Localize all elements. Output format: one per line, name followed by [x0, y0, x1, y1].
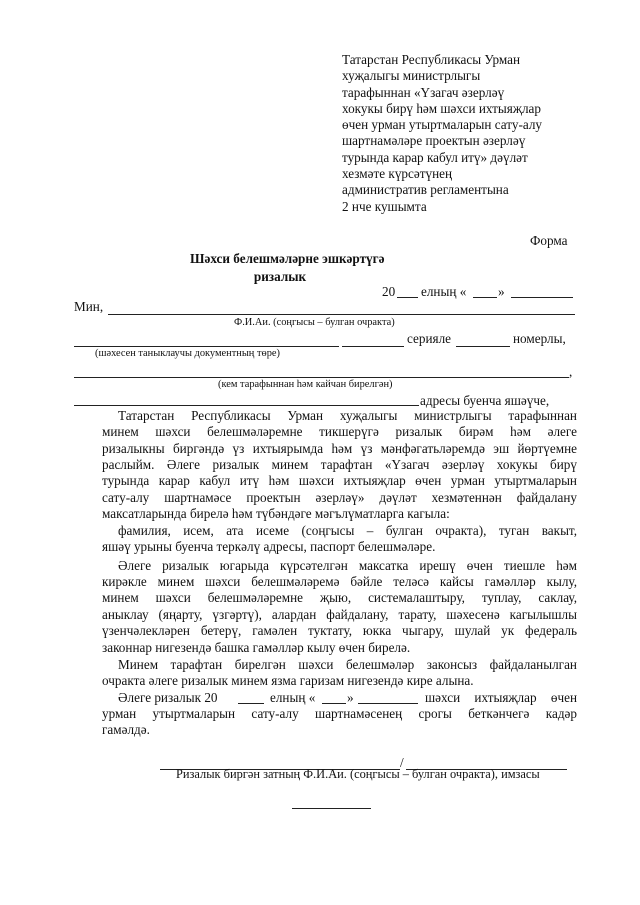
issued-hint: (кем тарафыннан һәм кайчан бирелгән) — [218, 379, 393, 390]
text-line: Әлеге ризалык югарыда күрсәтелгән максатка ирешү өчен тиешле һәм — [118, 558, 577, 573]
text-line: кирәкле минем шәхси белешмәләремә бәйле теләсә кайсы гамәлләр кылу, — [102, 574, 577, 589]
date-month-blank[interactable] — [511, 297, 573, 298]
date-year-prefix: 20 — [382, 284, 396, 299]
bottom-rule — [292, 808, 371, 809]
validity-prefix: Әлеге ризалык 20 — [118, 690, 218, 705]
text-line: яшәү урыны буенча теркәлү адресы, паспорт белешмәләре. — [102, 539, 436, 554]
number-label: номерлы, — [513, 331, 566, 346]
document-type-hint: (шәхесен таныклаучы документның төре) — [95, 348, 280, 359]
text-line: раслыйм. Әлеге ризалык минем тарафтан «Үзагач әзерләү хокукы бирү — [102, 457, 577, 472]
form-label: Форма — [530, 233, 568, 248]
validity-close-quote: » — [347, 690, 354, 705]
header-line: хезмәте күрсәтүнең — [342, 166, 453, 182]
text-line: гамәлдә. — [102, 722, 150, 737]
title-line-2: ризалык — [253, 269, 307, 284]
header-line: тарафыннан «Үзагач әзерләү — [342, 84, 505, 100]
text-line: аныклау (яңарту, үзгәртү), алардан файдалану, тарату, шәхесенә кагылышлы — [102, 607, 577, 622]
validity-month-blank[interactable] — [358, 703, 418, 704]
header-line: турында карар кабул итү» дәүләт — [342, 149, 528, 165]
text-line: Минем тарафтан бирелгән шәхси белешмәләр законсыз файдаланылган — [118, 657, 577, 672]
text-line: минем шәхси белешмәләремне җыю, системалаштыру, туплау, саклау, — [102, 590, 577, 605]
number-field[interactable] — [456, 346, 510, 347]
text-line: ризалыкны биргәндә үз ихтыярымда һәм үз мәнфәгатьләремдә эш йөртүемне — [102, 441, 577, 456]
text-line: Татарстан Республикасы Урман хуҗалыгы министрлыгы тарафыннан — [118, 408, 577, 423]
text-line: фамилия, исем, ата исеме (соңгысы – булган очракта), туган вакыт, — [118, 523, 577, 538]
series-field[interactable] — [342, 346, 404, 347]
document-title — [190, 251, 385, 285]
text-line: сату-алу шартнамәсе проектын әзерләү» дәүләт хезмәтеннән файдалану — [102, 490, 577, 505]
header-line: административ регламентына — [342, 182, 509, 198]
address-field[interactable] — [74, 405, 419, 406]
validity-day-blank[interactable] — [322, 703, 346, 704]
fio-hint: Ф.И.Аи. (соңгысы – булган очракта) — [234, 317, 395, 328]
text-line: максатларында бирелә һәм түбәндәге мәгълүматларга кагыла: — [102, 506, 450, 521]
validity-tail: шәхси ихтыяҗлар өчен — [425, 690, 577, 705]
fio-field[interactable] — [108, 314, 575, 315]
issued-by-field[interactable] — [74, 377, 569, 378]
header-line: өчен урман утыртмаларын сату-алу — [342, 117, 542, 133]
date-month-label: елның « — [421, 284, 467, 299]
series-label: серияле — [407, 331, 452, 346]
signature-hint: Ризалык биргән затның Ф.И.Аи. (соңгысы – булган очракта), имзасы — [176, 767, 540, 781]
header-line: шартнамәләре проектын әзерләү — [342, 133, 526, 149]
issued-comma: , — [569, 364, 573, 379]
text-line: очракта әлеге ризалык минем язма гаризам нигезендә кире алына. — [102, 673, 474, 688]
document-type-field[interactable] — [74, 346, 339, 347]
text-line: үзенчәлекләрен бетерү, гамәлен туктату, юкка чыгару, шулай ук федераль — [102, 623, 577, 638]
text-line: урман утыртмаларын сату-алу шартнамәсенең срогы беткәнчегә кадәр — [102, 706, 577, 721]
validity-year-blank[interactable] — [238, 703, 264, 704]
text-line: законнар нигезендә башка гамәлләр кылу өчен бирелә. — [102, 640, 411, 655]
header-line: 2 нче кушымта — [342, 198, 427, 214]
address-label: адресы буенча яшәүче, — [420, 393, 550, 408]
text-line: минем шәхси белешмәләремне тикшерүгә ризалык бирәм һәм әлеге — [102, 424, 577, 439]
header-line: хуҗалыгы министрлыгы — [342, 68, 481, 84]
date-day-blank[interactable] — [473, 297, 497, 298]
signature-slash: / — [400, 755, 404, 770]
date-year-blank[interactable] — [397, 297, 418, 298]
validity-month-label: елның « — [270, 690, 316, 705]
title-line-1: Шәхси белешмәләрне эшкәртүгә — [190, 251, 385, 266]
header-line: Татарстан Республикасы Урман — [342, 52, 521, 67]
date-close-quote: » — [498, 284, 505, 299]
min-label: Мин, — [74, 299, 104, 314]
header-line: хокукы бирү һәм шәхси ихтыяҗлар — [342, 100, 541, 116]
text-line: турында карар кабул итү һәм шәхси ихтыяҗлар өчен урман утыртмаларын — [102, 473, 577, 488]
header-block — [342, 52, 542, 215]
